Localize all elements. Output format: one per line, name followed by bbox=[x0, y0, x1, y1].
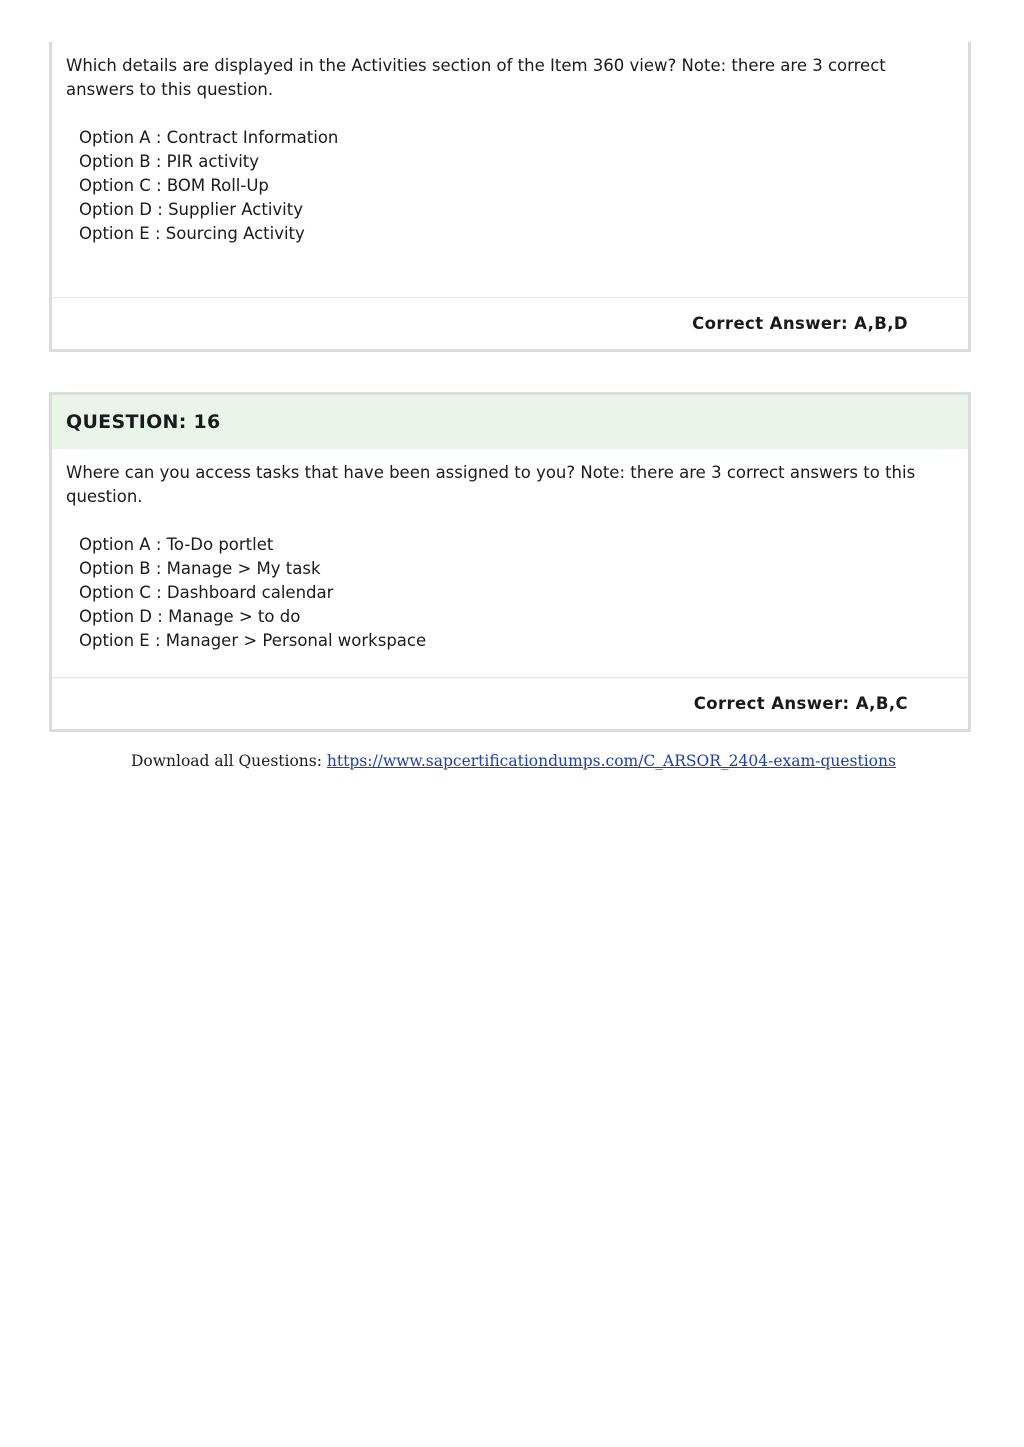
options-list bbox=[66, 533, 954, 653]
option-c: Option C : BOM Roll-Up bbox=[79, 176, 269, 195]
option-a: Option A : To-Do portlet bbox=[79, 535, 274, 554]
correct-answer: Correct Answer: A,B,D bbox=[52, 297, 968, 349]
question-text: Which details are displayed in the Activities section of the Item 360 view? Note: there are 3 correct answers to this question. bbox=[66, 56, 886, 99]
correct-answer: Correct Answer: A,B,C bbox=[52, 677, 968, 729]
download-label: Download all Questions: bbox=[131, 752, 327, 770]
download-footer bbox=[131, 752, 896, 770]
option-e: Option E : Sourcing Activity bbox=[79, 224, 305, 243]
option-e: Option E : Manager > Personal workspace bbox=[79, 631, 427, 650]
option-c: Option C : Dashboard calendar bbox=[79, 583, 334, 602]
option-a: Option A : Contract Information bbox=[79, 128, 339, 147]
question-body bbox=[52, 449, 968, 653]
option-d: Option D : Manage > to do bbox=[79, 607, 301, 626]
option-b: Option B : PIR activity bbox=[79, 152, 260, 171]
options-list bbox=[66, 126, 954, 246]
question-header: QUESTION: 16 bbox=[52, 395, 968, 449]
question-body bbox=[52, 42, 968, 246]
option-b: Option B : Manage > My task bbox=[79, 559, 321, 578]
question-card-16 bbox=[49, 392, 971, 732]
option-d: Option D : Supplier Activity bbox=[79, 200, 303, 219]
download-link[interactable]: https://www.sapcertificationdumps.com/C_ARSOR_2404-exam-questions bbox=[326, 752, 896, 770]
question-text: Where can you access tasks that have been assigned to you? Note: there are 3 correct answers to this question. bbox=[66, 463, 916, 506]
question-card-previous bbox=[49, 42, 971, 352]
